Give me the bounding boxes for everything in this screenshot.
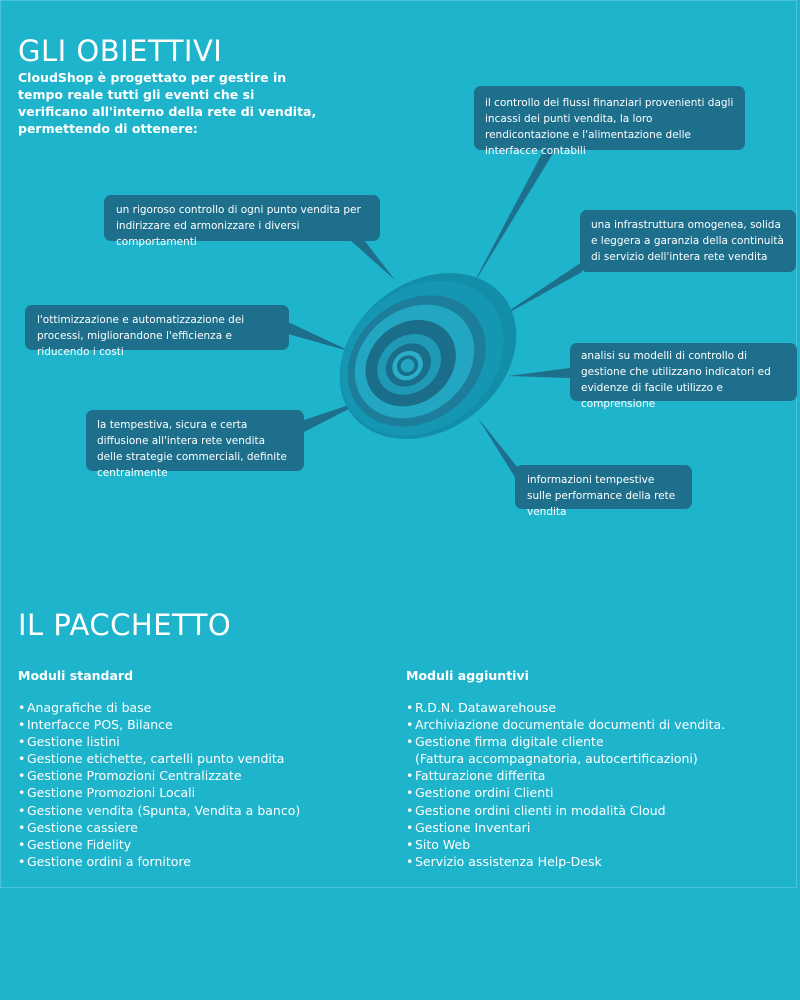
section-title-obiettivi: GLI OBIETTIVI [18,34,223,68]
list-item: • Gestione ordini Clienti [406,784,796,801]
moduli-standard-column [18,668,378,870]
moduli-aggiuntivi-column [406,668,796,870]
callout-diffusione: la tempestiva, sicura e certa diffusione all'intera rete vendita delle strategie commerciali, definite centralmente [86,410,304,471]
connector-3 [288,322,352,352]
list-item: • Archiviazione documentale documenti di vendita. [406,716,796,733]
list-item: • Interfacce POS, Bilance [18,716,378,733]
moduli-standard-heading: Moduli standard [18,668,134,683]
callout-controllo-punto-vendita: un rigoroso controllo di ogni punto vendita per indirizzare ed armonizzare i diversi comportamenti [104,195,380,241]
moduli-aggiuntivi-list [406,699,796,870]
list-item: • Gestione firma digitale cliente (Fattura accompagnatoria, autocertificazioni) [406,733,796,767]
list-item: • Gestione vendita (Spunta, Vendita a banco) [18,802,378,819]
list-item: • Sito Web [406,836,796,853]
list-item: • Gestione listini [18,733,378,750]
callout-ottimizzazione: l'ottimizzazione e automatizzazione dei processi, migliorandone l'efficienza e riducendo i costi [25,305,289,350]
callout-infrastruttura: una infrastruttura omogenea, solida e leggera a garanzia della continuità di servizio dell'intera rete vendita [580,210,796,272]
moduli-standard-list [18,699,378,870]
connector-6 [478,418,518,482]
moduli-aggiuntivi-heading: Moduli aggiuntivi [406,668,529,683]
list-item: • R.D.N. Datawarehouse [406,699,796,716]
list-item: • Gestione ordini a fornitore [18,853,378,870]
callout-controllo-flussi: il controllo dei flussi finanziari provenienti dagli incassi dei punti vendita, la loro rendicontazione e l'alimentazione delle interfacce contabili [474,86,745,150]
list-item: • Gestione Promozioni Locali [18,784,378,801]
list-item: • Servizio assistenza Help-Desk [406,853,796,870]
list-item: • Gestione etichette, cartelli punto vendita [18,750,378,767]
list-item: • Gestione ordini clienti in modalità Cloud [406,802,796,819]
list-item: • Anagrafiche di base [18,699,378,716]
callout-informazioni: informazioni tempestive sulle performance della rete vendita [515,465,692,509]
connector-0 [470,148,555,290]
list-item: • Gestione Fidelity [18,836,378,853]
callout-analisi: analisi su modelli di controllo di gestione che utilizzano indicatori ed evidenze di facile utilizzo e comprensione [570,343,797,401]
list-item: • Gestione Promozioni Centralizzate [18,767,378,784]
list-item: • Gestione Inventari [406,819,796,836]
section-title-pacchetto: IL PACCHETTO [18,608,232,642]
list-item: • Fatturazione differita [406,767,796,784]
connector-1 [350,240,395,280]
intro-text: CloudShop è progettato per gestire in tempo reale tutti gli eventi che si verificano all'interno della rete di vendita, permettendo di ottenere: [18,70,317,136]
list-item: • Gestione cassiere [18,819,378,836]
connector-4 [508,368,570,378]
